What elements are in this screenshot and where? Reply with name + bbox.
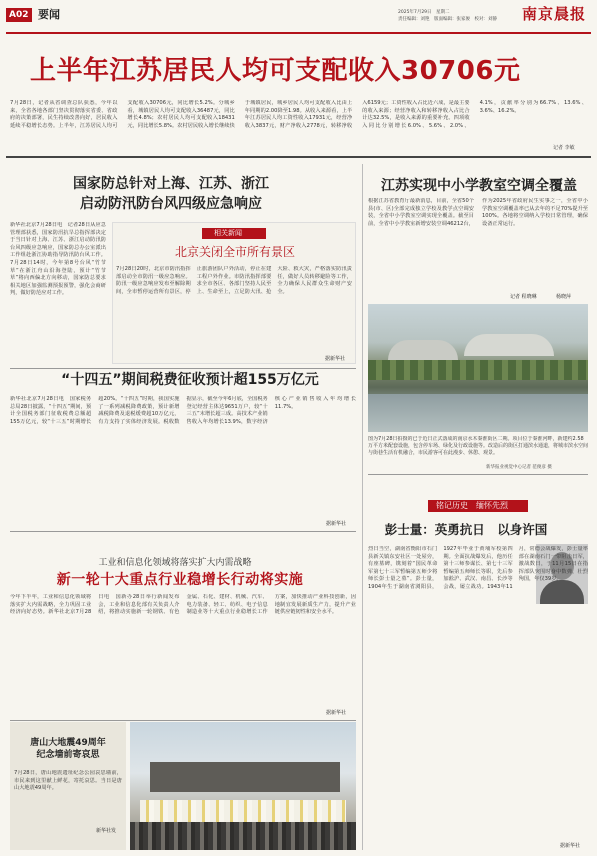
tax-byline: 据新华社 (326, 521, 347, 527)
lead-divider (6, 156, 591, 158)
memorial-byline: 新华社发 (96, 828, 117, 834)
memorial-crowd (130, 822, 356, 850)
district-trees (368, 360, 588, 380)
memorial-headline-1: 唐山大地震49周年 (30, 738, 106, 748)
district-river (368, 394, 588, 432)
newspaper-logo: 南京晨报 (522, 5, 587, 23)
memorial-wall (150, 762, 340, 792)
editor-credits: 责任编辑：刘艳 版面编辑：张家俊 校对：刘静 (398, 17, 497, 22)
related-body: 7月28日20时，北京市防汛指挥部启动全市防汛一级应急响应。防汛一级应急响应发布至解除期间，全市暂停运营所有景区，停止旅游团队户外活动，停止在建工程户外作业。市防汛指挥部要求全市各区、各部门坚持人民至上、生命至上，立足防大汛、抢大险、救大灾，严格落实防汛责任，做好人员转移避险等工作，全力确保人民群众生命财产安全。 (116, 266, 352, 295)
ac-headline: 江苏实现中小学教室空调全覆盖 (381, 178, 577, 194)
page-number: A02 (9, 10, 29, 20)
history-byline: 据新华社 (560, 843, 581, 849)
industry-divider (10, 720, 356, 721)
tax-body: 新华社北京7月28日电 国家税务总局28日披露，“十四五”期间，预计全国税务部门征收税费总额超155万亿元，较“十三五”时期增长超20%。“十四五”时期，我国实施了一系列减税降费政策，预计新增减税降费及退税缓费超10万亿元，有力支持了实体经济发展。税收数据显示，截至今年6月底，全国税务登记经营主体达9651万户，较“十三五”末增长超三成。高技术产业销售收入年均增长13.9%，数字经济核心产业销售收入年均增长11.7%。 (10, 396, 356, 425)
memorial-flowers (140, 800, 346, 822)
district-roof-2 (464, 334, 554, 356)
ac-byline-1: 记者 程晓琳 (510, 294, 537, 300)
history-headline: 彭士量：英勇抗日 以身许国 (384, 522, 548, 537)
lead-body: 7月28日，记者从省调查总队获悉，今年以来，全省各地各部门坚决贯彻落实省委、省政府的决策部署，民生持续改善向好，居民收入延续平稳增长态势。上半年，江苏居民人均可支配收入30706元，同比增长5.2%。分城乡看，城镇居民人均可支配收入36487元，同比增长4.8%；农村居民人均可支配收入18431元，同比增长5.8%。农村居民收入增长继续快于城镇居民，城乡居民人均可支配收入比由上年同期的2.00降至1.98。从收入来源看，上半年江苏居民人均工资性收入17931元，经营净收入3837元，财产净收入2778元，转移净收入6159元；工资性收入占比近六成，是最主要的收入来源；经营净收入和转移净收入占比合计达32.5%，是收入来源的重要补充。四项收入同比分别增长6.0%、5.6%、2.0%、4.1%，贡献率分别为66.7%、13.6%、3.6%、16.2%。 (10, 100, 587, 129)
photo-credit: 新华报业视觉中心记者 范俊彦 摄 (486, 465, 552, 470)
tax-headline: “十四五”期间税费征收预计超155万亿元 (61, 372, 319, 388)
right-divider (368, 474, 588, 475)
district-roof-1 (388, 340, 458, 360)
related-byline: 据新华社 (325, 356, 346, 362)
issue-date: 2025年7月29日 星期二 (398, 10, 450, 15)
flood-headline-1: 国家防总针对上海、江苏、浙江 (73, 176, 269, 192)
flood-body: 新华社北京7月28日电 记者28日从应急管理部获悉，国家防汛抗旱总指挥部决定于当日针对上海、江苏、浙江启动防汛防台风四级应急响应，国家防总办公室派出工作组赴浙江协助指导防汛防台风工作。7月28日14时，今年第8号台风“竹节草”在浙江舟山沿海登陆，预计“竹节草”将向西偏北方向移动，国家防总要求相关地区加强监测预报预警，强化会商研判，做好防范应对工作。 (10, 222, 106, 297)
section-name: 要闻 (38, 8, 60, 21)
industry-body: 今年下半年，工业和信息化领域将落实扩大内需战略，全力巩固工业经济向好态势。新华社北京7月28日电 国新办28日举行新闻发布会，工业和信息化部有关负责人介绍，将推动实施新一轮钢铁、有色金属、石化、建材、机械、汽车、电力装备、轻工、纺织、电子信息制造业等十大重点行业稳增长工作方案，加快推动产业科技创新，因地制宜发展新质生产力，提升产业链供应链韧性和安全水平。 (10, 594, 356, 616)
industry-headline: 新一轮十大重点行业稳增长行动将实施 (56, 572, 304, 588)
photo-caption: 图为7月28日拍摄的已于近日正式落成的南京水木秦淮街区二期。项目位于秦淮河畔，新建约2.58万平方米配套设施，包含停车场、绿化及行政设施等。改造后的街区打通滨水通道，将城市滨水空间与街巷生活有机融合，市民游客可在此漫步、休憩、观景。 (368, 436, 588, 456)
industry-byline: 据新华社 (326, 710, 347, 716)
masthead (6, 5, 591, 31)
column-divider (362, 164, 363, 850)
ac-byline-2: 杨晓萍 (556, 294, 572, 300)
riverside-district-photo (368, 304, 588, 432)
related-news-tag-label: 相关新闻 (214, 229, 242, 237)
lead-headline: 上半年江苏居民人均可支配收入30706元 (30, 56, 521, 86)
lead-byline: 记者 李敏 (553, 145, 575, 151)
memorial-body: 7月28日，唐山地震遗址纪念公园哀思墙前，市民来到这里献上鲜花，寄托哀思。当日是唐山大地震49周年。 (14, 770, 122, 792)
flood-headline-2: 启动防汛防台风四级应急响应 (80, 196, 262, 212)
masthead-rule (6, 32, 591, 34)
related-headline: 北京关闭全市所有景区 (174, 245, 295, 259)
history-tag-label: 铭记历史 缅怀先烈 (436, 501, 508, 510)
industry-kicker: 工业和信息化领域将落实扩大内需战略 (98, 558, 252, 568)
memorial-headline-2: 纪念墙前寄哀思 (36, 750, 100, 760)
tax-divider (10, 531, 356, 532)
flood-divider (10, 368, 356, 369)
history-body: 烈日当空，湖南省衡阳市石门县新关镇东安社区一处屋旁，有座墓碑，镌刻着“国民革命军第七十三军暂编第五师少将师长彭士量之墓”。彭士量，1904年生于湖南省浏阳县，1927年毕业于黄埔军校第四期。全面抗战爆发后，他历任第十三师参谋长、第七十三军暂编第五师师长等职，先后参加淞沪、武汉、南昌、长沙等会战，屡立战功。1943年11月，常德会战爆发，彭士量率部在湖南石门一带阻击日军，激战数日，于11月15日在指挥部队突围时身中数弹，壮烈殉国，年仅39岁。 (368, 546, 588, 590)
ac-body: 根据江苏省教育厅最新消息，目前，全省50个县(市、区)全部完成独立学校及教学点空调安装，全省中小学教室空调实现全覆盖。截至目前，全省中小学教室新增安装空调46212台，作为2025年省政府民生实事之一，全省中小学教室空调覆盖率已从去年的不足70%提升至100%。各地将空调纳入学校日常管理，确保设备正常运行。 (368, 198, 588, 227)
memorial-photo (130, 722, 356, 850)
